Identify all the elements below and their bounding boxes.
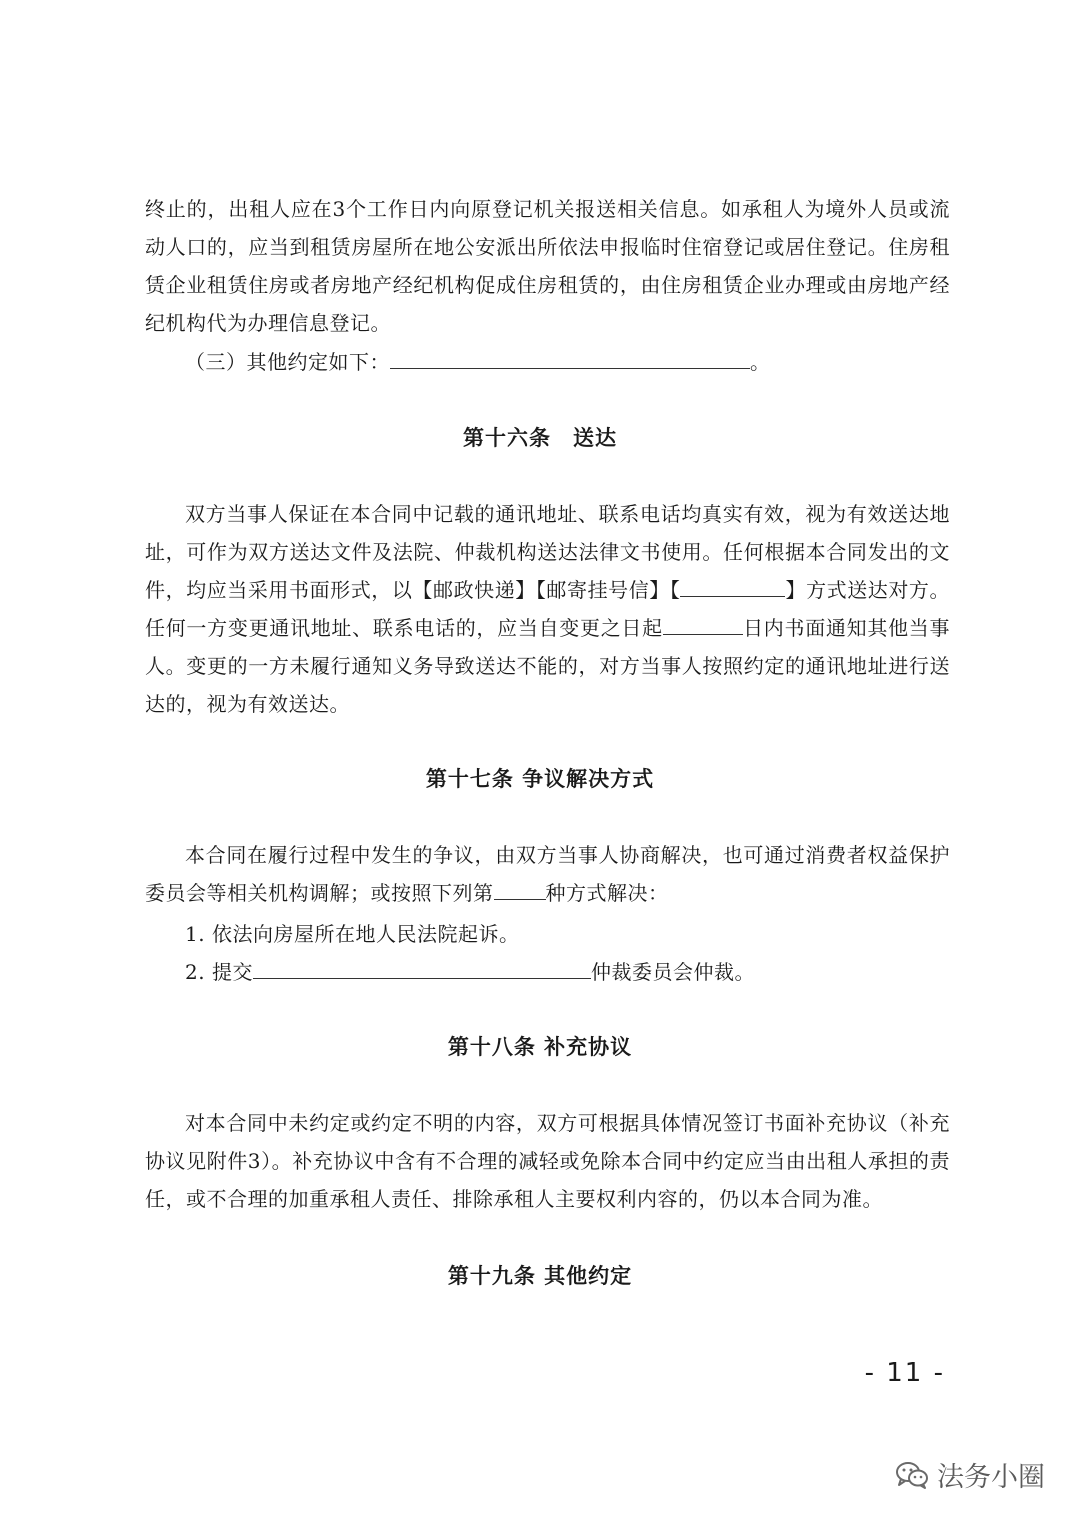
clause17-paragraph [145,836,950,912]
clause18-title: 第十八条 补充协议 [447,1034,633,1059]
clause16-title: 第十六条 送达 [463,425,617,450]
wechat-icon [895,1460,929,1490]
clause17-item2-text: 仲裁委员会仲裁。 [590,960,755,984]
clause19-title: 第十九条 其他约定 [447,1263,633,1288]
page-number: - 11 - [864,1358,945,1388]
clause17-item1: 1. 依法向房屋所在地人民法院起诉。 [185,922,520,946]
clause15-item3-label: （三）其他约定如下： [185,350,390,374]
notice-days-blank [663,610,743,635]
clause16-paragraph [145,495,950,723]
clause16-text-a: 双方当事人保证在本合同中记载的通讯地址、联系电话均真实有效，视为有效送达地址，可作为双方送达文件及法院、仲裁机构送达法律文书使用。任何根据本合同发出的文件，均应当采用书面形式，以【邮政快递】【邮寄挂号信】【 [145,502,950,602]
resolution-method-blank [494,875,546,900]
watermark-text: 法务小圈 [937,1462,1045,1493]
clause17-item2 [185,953,755,991]
clause15-continuation-paragraph: 终止的，出租人应在3个工作日内向原登记机关报送相关信息。如承租人为境外人员或流动人口的，应当到租赁房屋所在地公安派出所依法申报临时住宿登记或居住登记。住房租赁企业租赁住房或者房地产经纪机构促成住房租赁的，由住房租赁企业办理或由房地产经纪机构代为办理信息登记。 [145,197,950,335]
clause15-item3 [185,343,771,381]
clause17-item2-label: 2. 提交 [185,960,253,984]
clause16-text-c: 日内书面通知其他当事人。变更的一方未履行通知义务导致送达不能的，对方当事人按照约定的通讯地址进行送达的，视为有效送达。 [145,616,951,716]
clause16-text-b: 】方式送达对方。任何一方变更通讯地址、联系电话的，应当自变更之日起 [145,578,951,640]
other-agreement-blank [390,344,750,369]
clause17-title: 第十七条 争议解决方式 [425,766,655,791]
clause17-text-b: 种方式解决： [545,881,669,905]
clause15-item3-end: 。 [750,350,771,374]
clause18-paragraph: 对本合同中未约定或约定不明的内容，双方可根据具体情况签订书面补充协议（补充协议见附件3）。补充协议中含有不合理的减轻或免除本合同中约定应当由出租人承担的责任，或不合理的加重承租人责任、排除承租人主要权利内容的，仍以本合同为准。 [145,1111,950,1211]
clause17-text-a: 本合同在履行过程中发生的争议，由双方当事人协商解决，也可通过消费者权益保护委员会等相关机构调解；或按照下列第 [145,843,950,905]
watermark [895,1455,1045,1494]
arbitration-commission-blank [253,954,591,979]
delivery-method-blank [680,572,785,597]
